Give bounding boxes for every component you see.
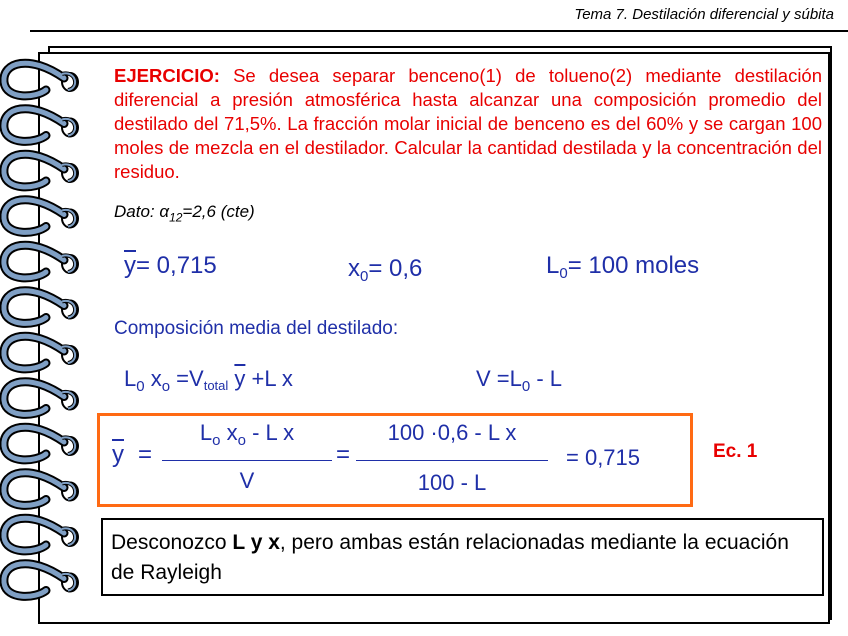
balance-x-sub: o xyxy=(161,378,171,395)
given-L0 xyxy=(546,252,699,282)
vbalance-rest: - L xyxy=(530,366,563,391)
note-part-2: , pero ambas están relacionadas mediante la ecuación de Rayleigh xyxy=(111,531,789,584)
spiral-ring xyxy=(4,63,78,96)
x0-subscript: 0 xyxy=(360,268,369,285)
spiral-ring xyxy=(4,154,78,187)
note-text xyxy=(111,528,814,588)
eq-lhs xyxy=(112,441,124,469)
balance-total-sub: total xyxy=(203,378,229,393)
given-ybar xyxy=(124,252,217,280)
num1-rest: - L x xyxy=(245,420,295,445)
dato-value: =2,6 (cte) xyxy=(182,202,255,221)
spiral-ring xyxy=(4,518,78,551)
fraction-2-denominator: 100 - L xyxy=(417,470,487,495)
note-part-1: Desconozco xyxy=(111,531,233,554)
given-data xyxy=(114,202,255,224)
balance-ybar: $\overline{y}$ xyxy=(234,366,246,391)
num1-L: L xyxy=(199,420,213,445)
eq-result: = 0,715 xyxy=(566,445,641,470)
L0-value: = 100 moles xyxy=(567,252,700,279)
spiral-ring xyxy=(4,427,78,460)
vbalance-sub: 0 xyxy=(521,378,531,395)
vapor-balance-equation xyxy=(476,366,562,395)
fraction-1-numerator xyxy=(162,420,332,449)
spiral-binding xyxy=(0,0,110,636)
header-title: Tema 7. Destilación diferencial y súbita xyxy=(574,6,834,23)
dato-prefix: Dato: xyxy=(114,202,160,221)
spiral-ring xyxy=(4,291,78,324)
spiral-ring xyxy=(4,200,78,233)
alpha-subscript: 12 xyxy=(169,210,183,225)
exercise-label: EJERCICIO: xyxy=(114,65,220,86)
mass-balance-equation xyxy=(124,366,293,395)
section-title: Composición media del destilado: xyxy=(114,318,399,339)
eq-equals-1: = xyxy=(138,441,153,468)
L0-subscript: 0 xyxy=(559,265,568,282)
fraction-1-line xyxy=(162,460,332,461)
fraction-2-numerator: 100 ·0,6 - L x xyxy=(387,420,517,445)
spiral-ring xyxy=(4,245,78,278)
vbalance-lhs: V =L xyxy=(476,366,522,391)
eq-equals-2: = xyxy=(336,441,351,468)
equation-label: Ec. 1 xyxy=(713,441,758,462)
spiral-ring xyxy=(4,336,78,369)
spiral-ring xyxy=(4,564,78,597)
L0-symbol: L xyxy=(546,252,560,279)
given-x0 xyxy=(348,255,422,285)
spiral-ring xyxy=(4,382,78,415)
exercise-statement xyxy=(114,64,822,184)
fraction-2-line xyxy=(356,460,548,461)
note-bold: L y x xyxy=(232,531,280,554)
x0-value: = 0,6 xyxy=(368,255,423,282)
header-rule xyxy=(30,30,848,32)
balance-L-sub: 0 xyxy=(136,378,145,395)
note-box xyxy=(101,518,824,596)
spiral-ring xyxy=(4,473,78,506)
balance-x: x xyxy=(144,366,162,391)
fraction-1-denominator: V xyxy=(239,468,255,493)
eq-ybar: $\overline{y}$ xyxy=(112,441,124,468)
num1-L-sub: o xyxy=(212,432,221,449)
spiral-ring xyxy=(4,109,78,142)
balance-L: L xyxy=(124,366,137,391)
exercise-text: Se desea separar benceno(1) de tolueno(2) mediante destilación diferencial a presión atmosférica hasta alcanzar una composición promedio del destilado del 71,5%. La fracción molar inicial de benceno es del 60% y se cargan 100 moles de mezcla en el destilador. Calcular la cantidad destilada y la concentración del residuo. xyxy=(114,65,823,182)
balance-V: =V xyxy=(170,366,204,391)
ybar-value: = 0,715 xyxy=(136,252,217,279)
x0-symbol: x xyxy=(348,255,360,282)
ybar-symbol: $\overline{y}$ xyxy=(124,252,136,279)
alpha-symbol: α xyxy=(159,202,170,221)
balance-rest: +L x xyxy=(245,366,293,391)
num1-x-sub: o xyxy=(237,432,246,449)
num1-x: x xyxy=(220,420,238,445)
